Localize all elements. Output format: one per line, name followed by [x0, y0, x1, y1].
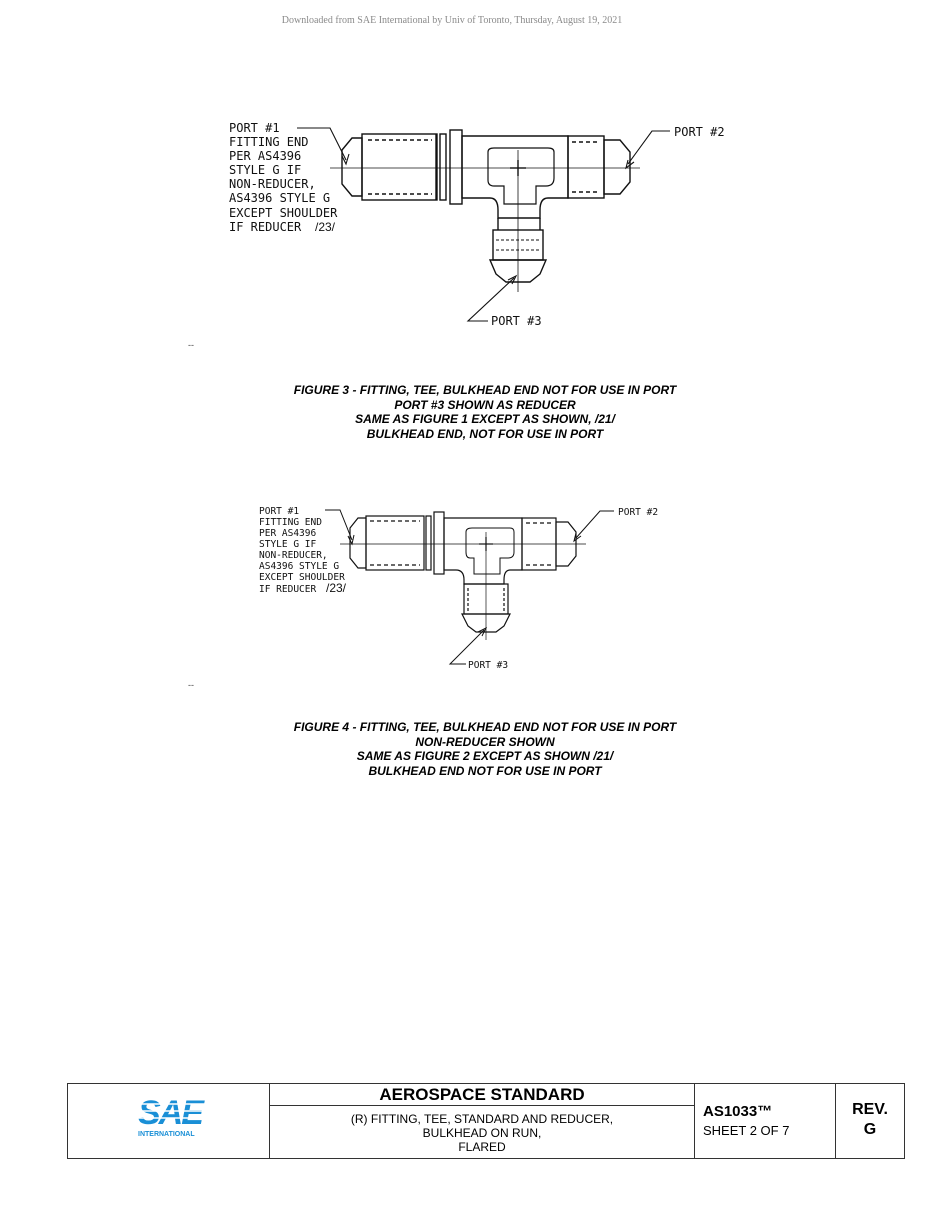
figure-3-labels	[229, 121, 725, 328]
fig4-port1-line: NON-REDUCER,	[259, 550, 328, 561]
caption-line: FIGURE 4 - FITTING, TEE, BULKHEAD END NOT FOR USE IN PORT	[293, 720, 677, 734]
fig4-port1-line: EXCEPT SHOULDER	[259, 572, 345, 583]
caption-line: PORT #3 SHOWN AS REDUCER	[394, 397, 576, 412]
fig3-port1-line: EXCEPT SHOULDER	[229, 206, 338, 220]
revision-cell	[836, 1084, 904, 1158]
fig4-port1-line: PORT #1	[259, 506, 300, 517]
sae-logo-cell	[68, 1084, 270, 1158]
fig3-port1-line: AS4396 STYLE G	[229, 191, 331, 205]
description-line: FLARED	[458, 1140, 506, 1154]
caption-line: SAME AS FIGURE 1 EXCEPT AS SHOWN, /21/	[355, 412, 615, 426]
fig3-port1-line: NON-REDUCER,	[229, 177, 316, 191]
figure-3-caption	[0, 383, 950, 441]
fig4-port1-line: STYLE G IF	[259, 539, 317, 550]
title-block	[67, 1083, 905, 1159]
fig4-port1-line: AS4396 STYLE G	[259, 561, 340, 572]
fig3-port2-label: PORT #2	[674, 125, 725, 139]
caption-line: BULKHEAD END, NOT FOR USE IN PORT	[366, 426, 604, 441]
fig3-port1-line: IF REDUCER	[229, 220, 302, 234]
fig4-port2-label: PORT #2	[618, 507, 659, 518]
figure-4-caption	[0, 720, 950, 778]
download-note: Downloaded from SAE International by Univ of Toronto, Thursday, August 19, 2021	[281, 15, 623, 26]
fig3-port1-line: STYLE G IF	[229, 163, 302, 177]
figure-4-drawing	[325, 510, 614, 664]
revision-label: REV.	[852, 1101, 888, 1118]
fig3-port1-line: FITTING END	[229, 135, 309, 149]
fig4-port1-line: PER AS4396	[259, 528, 317, 539]
title-center-cell	[270, 1084, 695, 1158]
sae-logo-subtext: INTERNATIONAL	[138, 1131, 195, 1138]
fig3-port3-label: PORT #3	[491, 314, 542, 328]
fig4-note-ref: /23/	[326, 581, 347, 595]
caption-line: SAME AS FIGURE 2 EXCEPT AS SHOWN /21/	[356, 749, 614, 763]
figure-4-labels	[259, 506, 658, 671]
fig3-port1-line: PER AS4396	[229, 149, 302, 163]
sae-logo-text: SAE	[138, 1094, 202, 1132]
fig4-port1-line: IF REDUCER	[259, 584, 317, 595]
fig3-note-ref: /23/	[315, 220, 336, 234]
description-line: (R) FITTING, TEE, STANDARD AND REDUCER,	[350, 1112, 614, 1126]
caption-line: NON-REDUCER SHOWN	[415, 734, 555, 749]
document-number-cell	[695, 1084, 836, 1158]
caption-line: BULKHEAD END NOT FOR USE IN PORT	[368, 763, 602, 778]
sheet-number: SHEET 2 OF 7	[703, 1123, 790, 1138]
revision-value: G	[863, 1121, 877, 1138]
figure-3-drawing	[297, 128, 670, 321]
fig4-port1-line: FITTING END	[259, 517, 322, 528]
sae-logo	[68, 1084, 269, 1158]
description-line: BULKHEAD ON RUN,	[422, 1126, 542, 1140]
standard-heading: AEROSPACE STANDARD	[270, 1084, 694, 1106]
figure-3-dash: --	[188, 340, 194, 350]
fig4-port3-label: PORT #3	[468, 660, 509, 671]
caption-line: FIGURE 3 - FITTING, TEE, BULKHEAD END NOT FOR USE IN PORT	[293, 383, 677, 397]
document-description	[270, 1106, 694, 1154]
fig3-port1-line: PORT #1	[229, 121, 280, 135]
figure-4-dash: --	[188, 680, 194, 690]
document-number: AS1033™	[703, 1103, 773, 1120]
